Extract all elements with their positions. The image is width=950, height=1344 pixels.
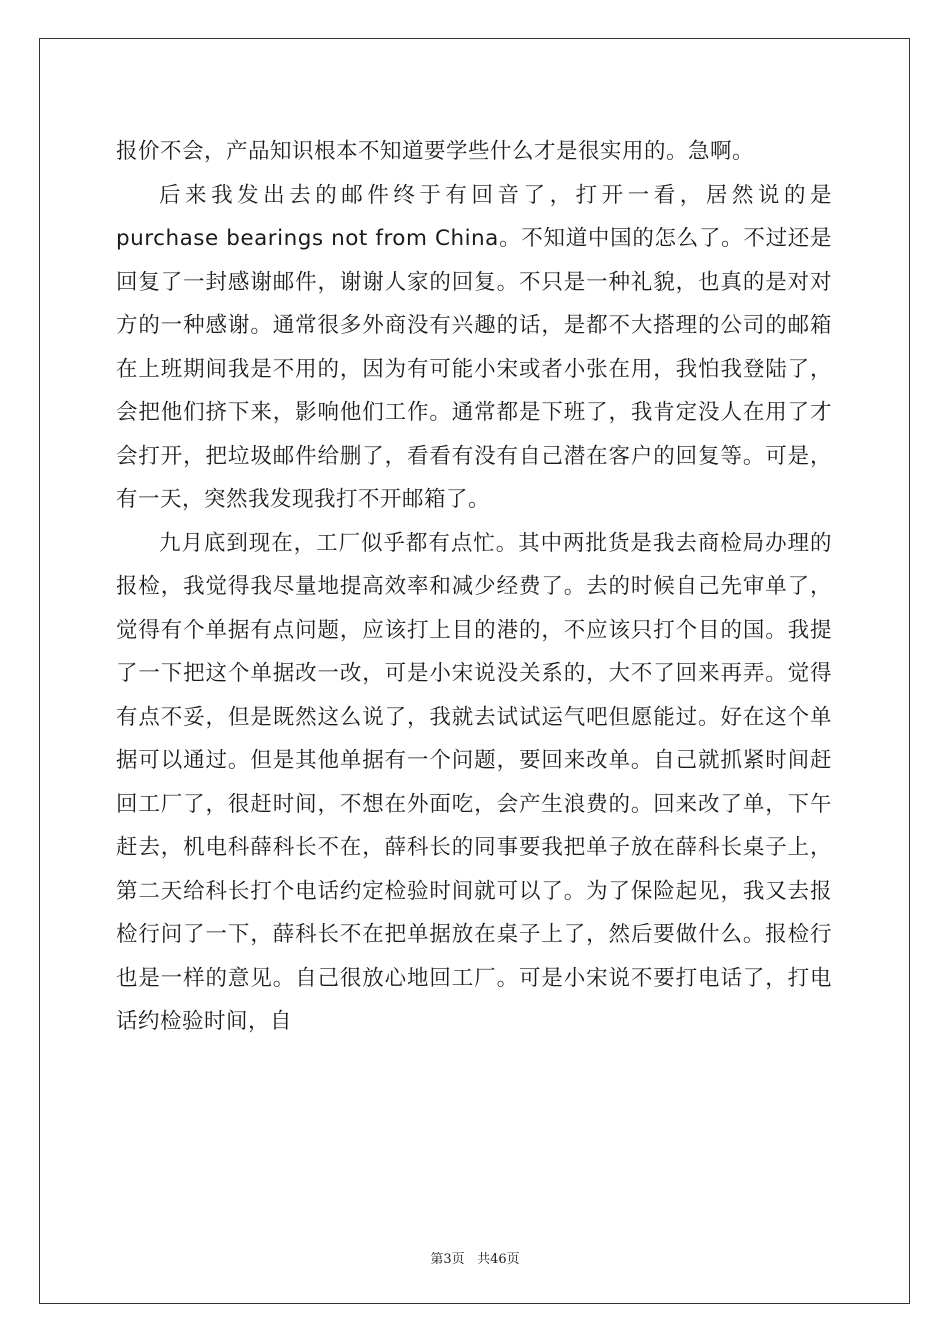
page-total: 共46页 [477,1252,520,1267]
paragraph-3: 九月底到现在，工厂似乎都有点忙。其中两批货是我去商检局办理的报检，我觉得我尽量地提高效率和减少经费了。去的时候自己先审单了，觉得有个单据有点问题，应该打上目的港的，不应该只打个目的国。我提了一下把这个单据改一改，可是小宋说没关系的，大不了回来再弄。觉得有点不妥，但是既然这么说了，我就去试试运气吧但愿能过。好在这个单据可以通过。但是其他单据有一个问题，要回来改单。自己就抓紧时间赶回工厂了，很赶时间，不想在外面吃，会产生浪费的。回来改了单，下午赶去，机电科薛科长不在，薛科长的同事要我把单子放在薛科长桌子上，第二天给科长打个电话约定检验时间就可以了。为了保险起见，我又去报检行问了一下，薛科长不在把单据放在桌子上了，然后要做什么。报检行也是一样的意见。自己很放心地回工厂。可是小宋说不要打电话了，打电话约检验时间，自 [116,530,832,1034]
paragraph-1: 报价不会，产品知识根本不知道要学些什么才是很实用的。急啊。 [116,139,755,164]
page-number: 第3页 [430,1252,465,1267]
paragraph-2: 后来我发出去的邮件终于有回音了，打开一看，居然说的是purchase bearings not from China。不知道中国的怎么了。不过还是回复了一封感谢邮件，谢谢人家的回复。不只是一种礼貌，也真的是对对方的一种感谢。通常很多外商没有兴趣的话，是都不大搭理的公司的邮箱在上班期间我是不用的，因为有可能小宋或者小张在用，我怕我登陆了，会把他们挤下来，影响他们工作。通常都是下班了，我肯定没人在用了才会打开，把垃圾邮件给删了，看看有没有自己潜在客户的回复等。可是，有一天，突然我发现我打不开邮箱了。 [116,182,832,512]
document-body [116,130,832,1044]
page-footer [0,1248,950,1267]
